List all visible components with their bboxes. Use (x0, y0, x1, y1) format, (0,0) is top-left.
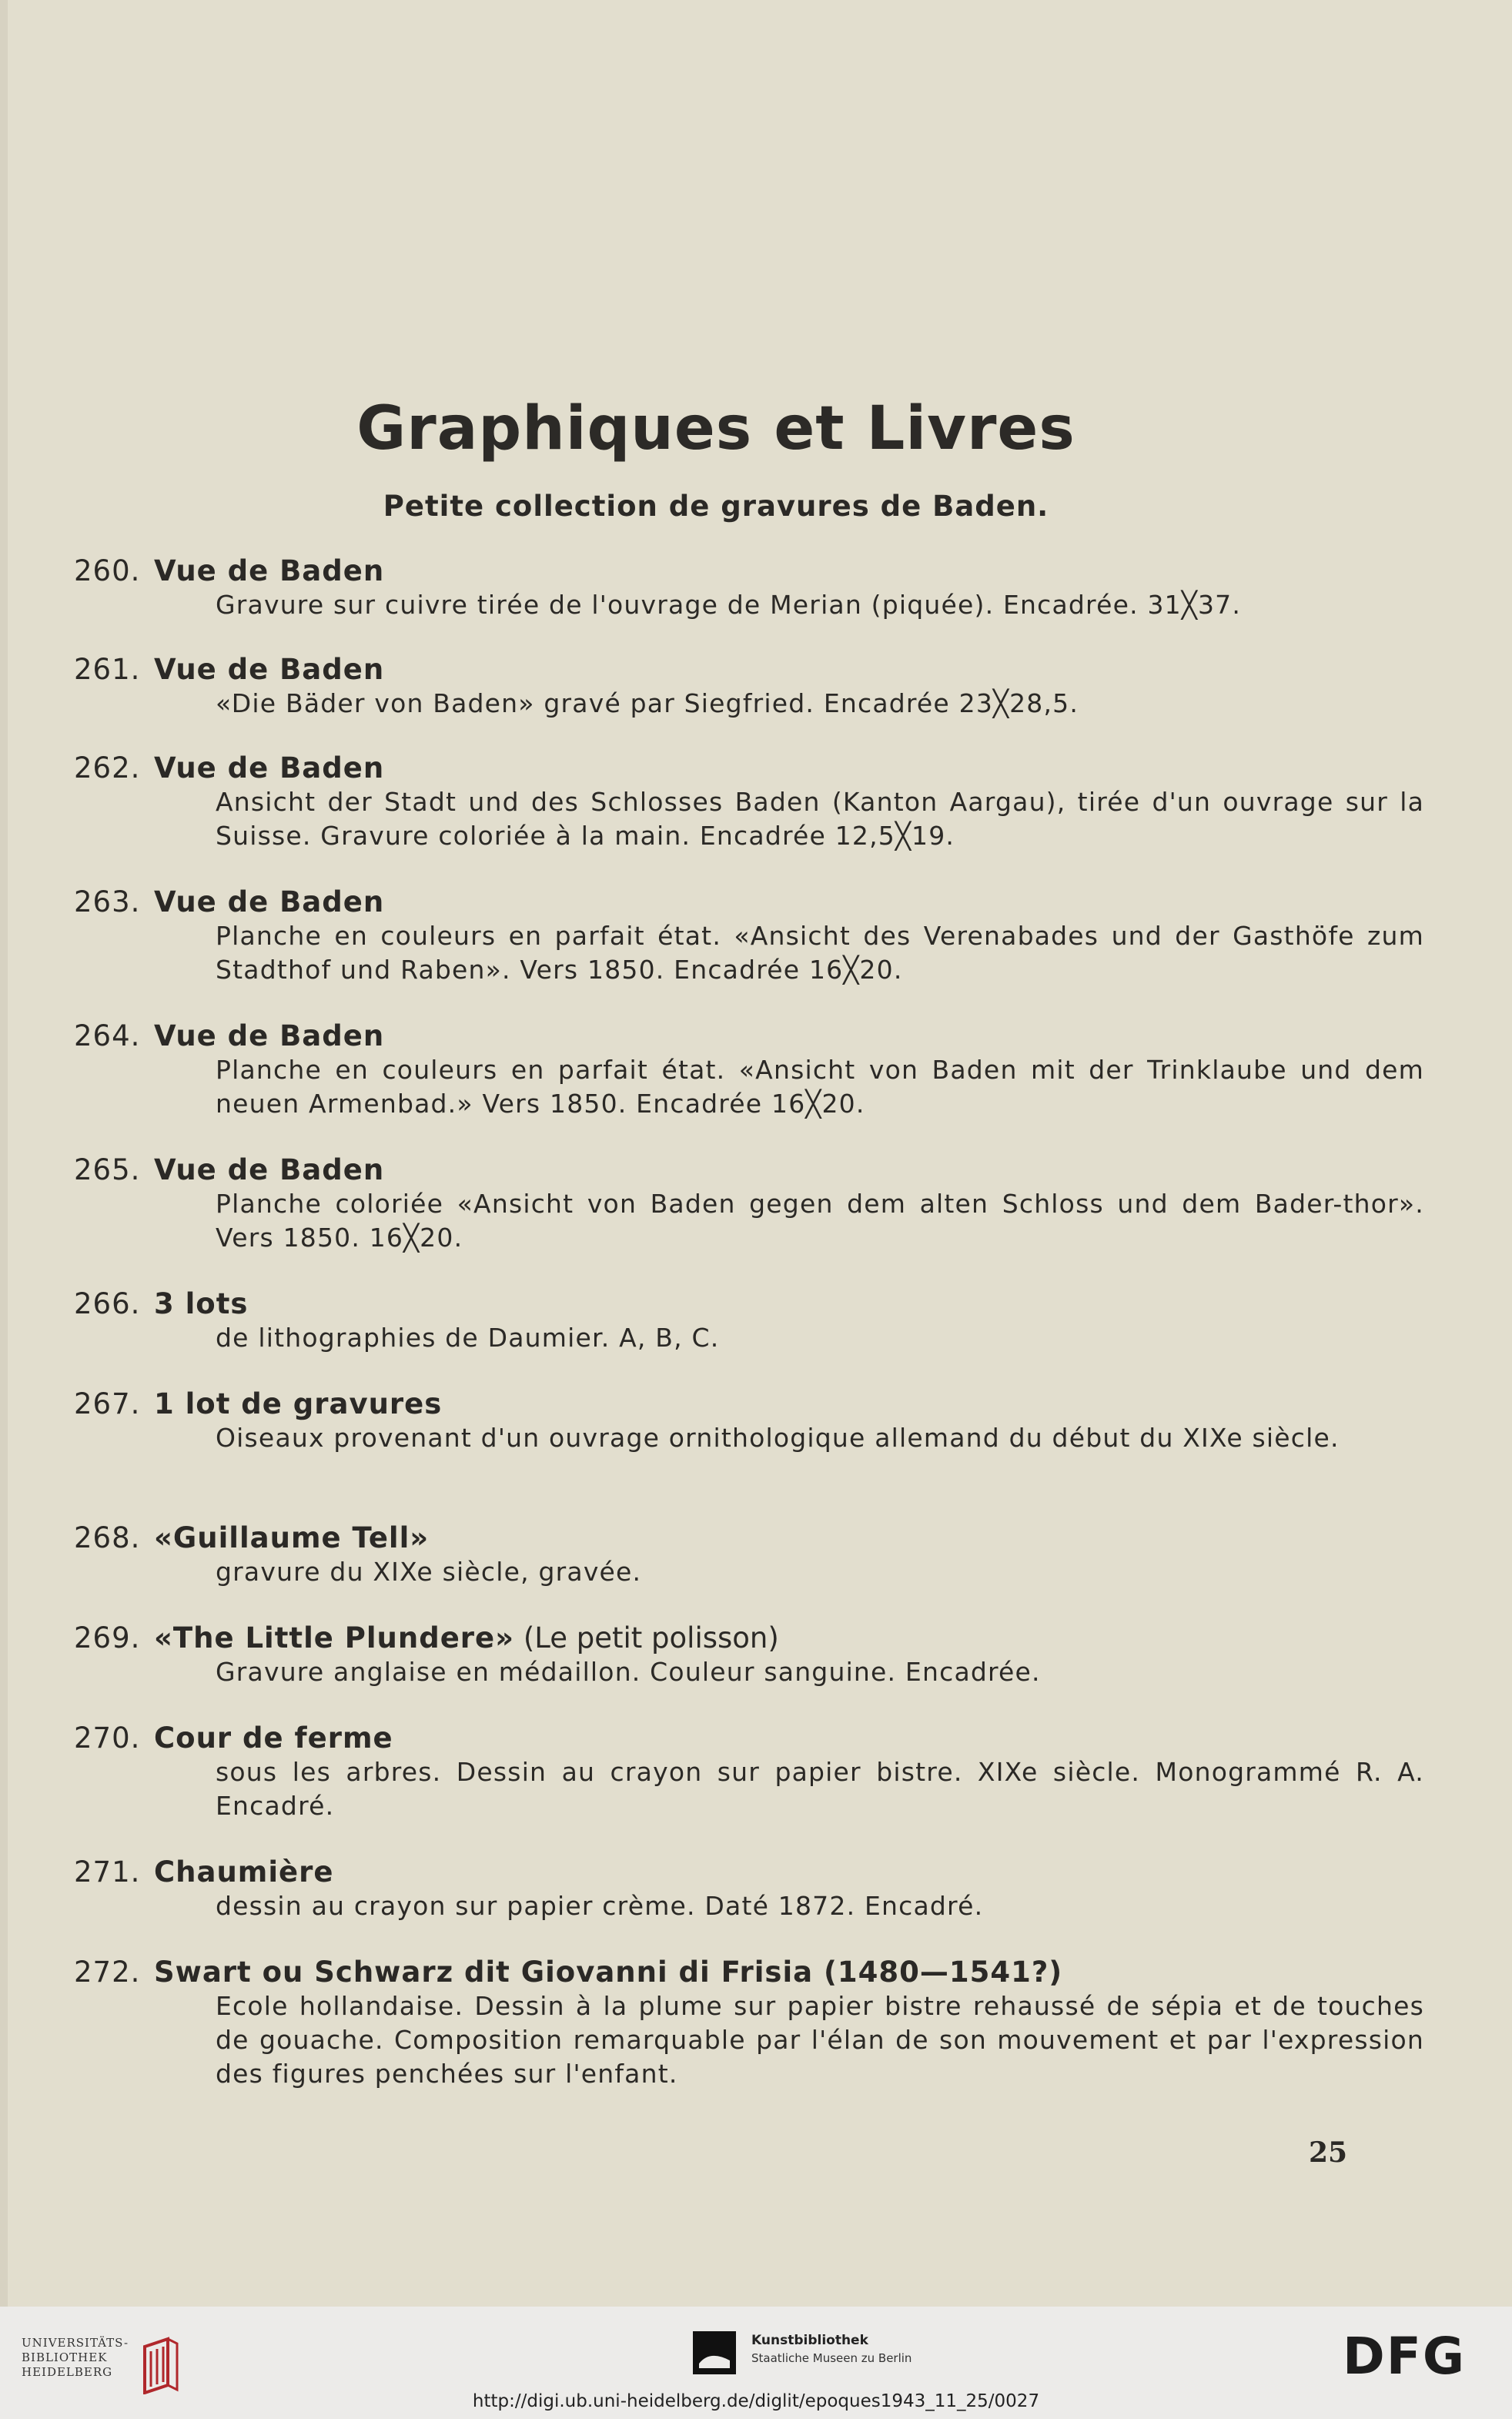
entry-number: 265. (74, 1153, 141, 1186)
entry-description: Planche coloriée «Ansicht von Baden gegen dem alten Schloss und dem Bader-thor». Vers 1850. 16╳20. (216, 1189, 1424, 1253)
entry-description: Gravure anglaise en médaillon. Couleur sanguine. Encadrée. (216, 1657, 1041, 1687)
entry-description: Gravure sur cuivre tirée de l'ouvrage de Merian (piquée). Encadrée. 31╳37. (216, 590, 1242, 620)
entry-name: Vue de Baden (154, 554, 385, 587)
entry-description: Planche en couleurs en parfait état. «Ansicht von Baden mit der Trinklaube und dem neuen Armenbad.» Vers 1850. Encadrée 16╳20. (216, 1055, 1424, 1119)
catalogue-entry (74, 1153, 1424, 1255)
catalogue-entry (74, 1855, 1375, 1923)
entry-description: Ecole hollandaise. Dessin à la plume sur papier bistre rehaussé de sépia et de touches de gouache. Composition remarquable par l'élan de son mouvement et par l'expression des figures penchées sur l'enfant. (216, 1991, 1424, 2089)
catalogue-entry (74, 1521, 1375, 1589)
catalogue-entry (74, 554, 1375, 622)
entry-number: 267. (74, 1387, 141, 1420)
catalogue-entry (74, 653, 1375, 721)
entry-description: Planche en couleurs en parfait état. «Ansicht des Verenabades und der Gasthöfe zum Stadthof und Raben». Vers 1850. Encadrée 16╳20. (216, 921, 1424, 985)
catalogue-entry (74, 1956, 1424, 2091)
entry-name-extra: (Le petit polisson) (523, 1621, 779, 1654)
catalogue-entry (74, 1387, 1375, 1455)
university-logo-line: HEIDELBERG (22, 2365, 113, 2379)
entry-name: «The Little Plundere» (154, 1621, 515, 1654)
dfg-logo[interactable]: DFG (1343, 2327, 1467, 2386)
kunstbibliothek-mark-icon (691, 2330, 738, 2376)
entry-number: 264. (74, 1019, 141, 1052)
kunstbibliothek-subtitle: Staatliche Museen zu Berlin (751, 2351, 912, 2365)
page-title: Graphiques et Livres (356, 394, 1075, 463)
kunstbibliothek-logo[interactable] (691, 2330, 912, 2379)
entry-name: 1 lot de gravures (154, 1387, 443, 1420)
entry-description: Oiseaux provenant d'un ouvrage ornithologique allemand du début du XIXe siècle. (216, 1423, 1340, 1453)
entry-name: Vue de Baden (154, 885, 385, 918)
entry-number: 263. (74, 885, 141, 918)
kunstbibliothek-name: Kunstbibliothek (751, 2333, 868, 2348)
entry-number: 266. (74, 1287, 141, 1320)
entry-number: 260. (74, 554, 141, 587)
entry-number: 262. (74, 751, 141, 785)
entry-description: «Die Bäder von Baden» gravé par Siegfried. Encadrée 23╳28,5. (216, 688, 1079, 718)
entry-name: Vue de Baden (154, 653, 385, 686)
entry-number: 272. (74, 1956, 141, 1989)
page-subtitle: Petite collection de gravures de Baden. (383, 490, 1049, 523)
catalogue-entry (74, 885, 1424, 987)
university-logo-line: BIBLIOTHEK (22, 2350, 108, 2364)
page-edge (0, 0, 8, 2307)
entry-description: dessin au crayon sur papier crème. Daté 1872. Encadré. (216, 1891, 984, 1921)
entry-name: Swart ou Schwarz dit Giovanni di Frisia (1480—1541?) (154, 1956, 1063, 1989)
entry-description: de lithographies de Daumier. A, B, C. (216, 1323, 720, 1353)
catalogue-entry (74, 1287, 1375, 1355)
entry-number: 268. (74, 1521, 141, 1554)
entry-name: 3 lots (154, 1287, 249, 1320)
entry-name: Vue de Baden (154, 1153, 385, 1186)
footer-bar (0, 2307, 1512, 2419)
catalogue-entry (74, 1621, 1375, 1689)
entry-description: gravure du XIXe siècle, gravée. (216, 1557, 642, 1587)
entry-number: 269. (74, 1621, 141, 1654)
catalogue-entry (74, 1721, 1424, 1823)
entry-number: 270. (74, 1721, 141, 1755)
university-logo-line: UNIVERSITÄTS- (22, 2336, 129, 2350)
entry-name: «Guillaume Tell» (154, 1521, 430, 1554)
university-library-logo[interactable] (22, 2336, 129, 2380)
entry-name: Vue de Baden (154, 751, 385, 785)
entry-number: 261. (74, 653, 141, 686)
entry-name: Vue de Baden (154, 1019, 385, 1052)
page-number: 25 (1309, 2136, 1348, 2169)
entry-name: Cour de ferme (154, 1721, 393, 1755)
catalogue-entry (74, 751, 1424, 853)
page-url-link[interactable]: http://digi.ub.uni-heidelberg.de/diglit/epoques1943_11_25/0027 (472, 2391, 1040, 2411)
entry-description: Ansicht der Stadt und des Schlosses Baden (Kanton Aargau), tirée d'un ouvrage sur la Suisse. Gravure coloriée à la main. Encadrée 12,5╳19. (216, 787, 1424, 851)
entry-name: Chaumière (154, 1855, 334, 1889)
library-mark-icon (137, 2336, 180, 2394)
entry-description: sous les arbres. Dessin au crayon sur papier bistre. XIXe siècle. Monogrammé R. A. Encadré. (216, 1757, 1424, 1821)
catalogue-entry (74, 1019, 1424, 1121)
entry-number: 271. (74, 1855, 141, 1889)
